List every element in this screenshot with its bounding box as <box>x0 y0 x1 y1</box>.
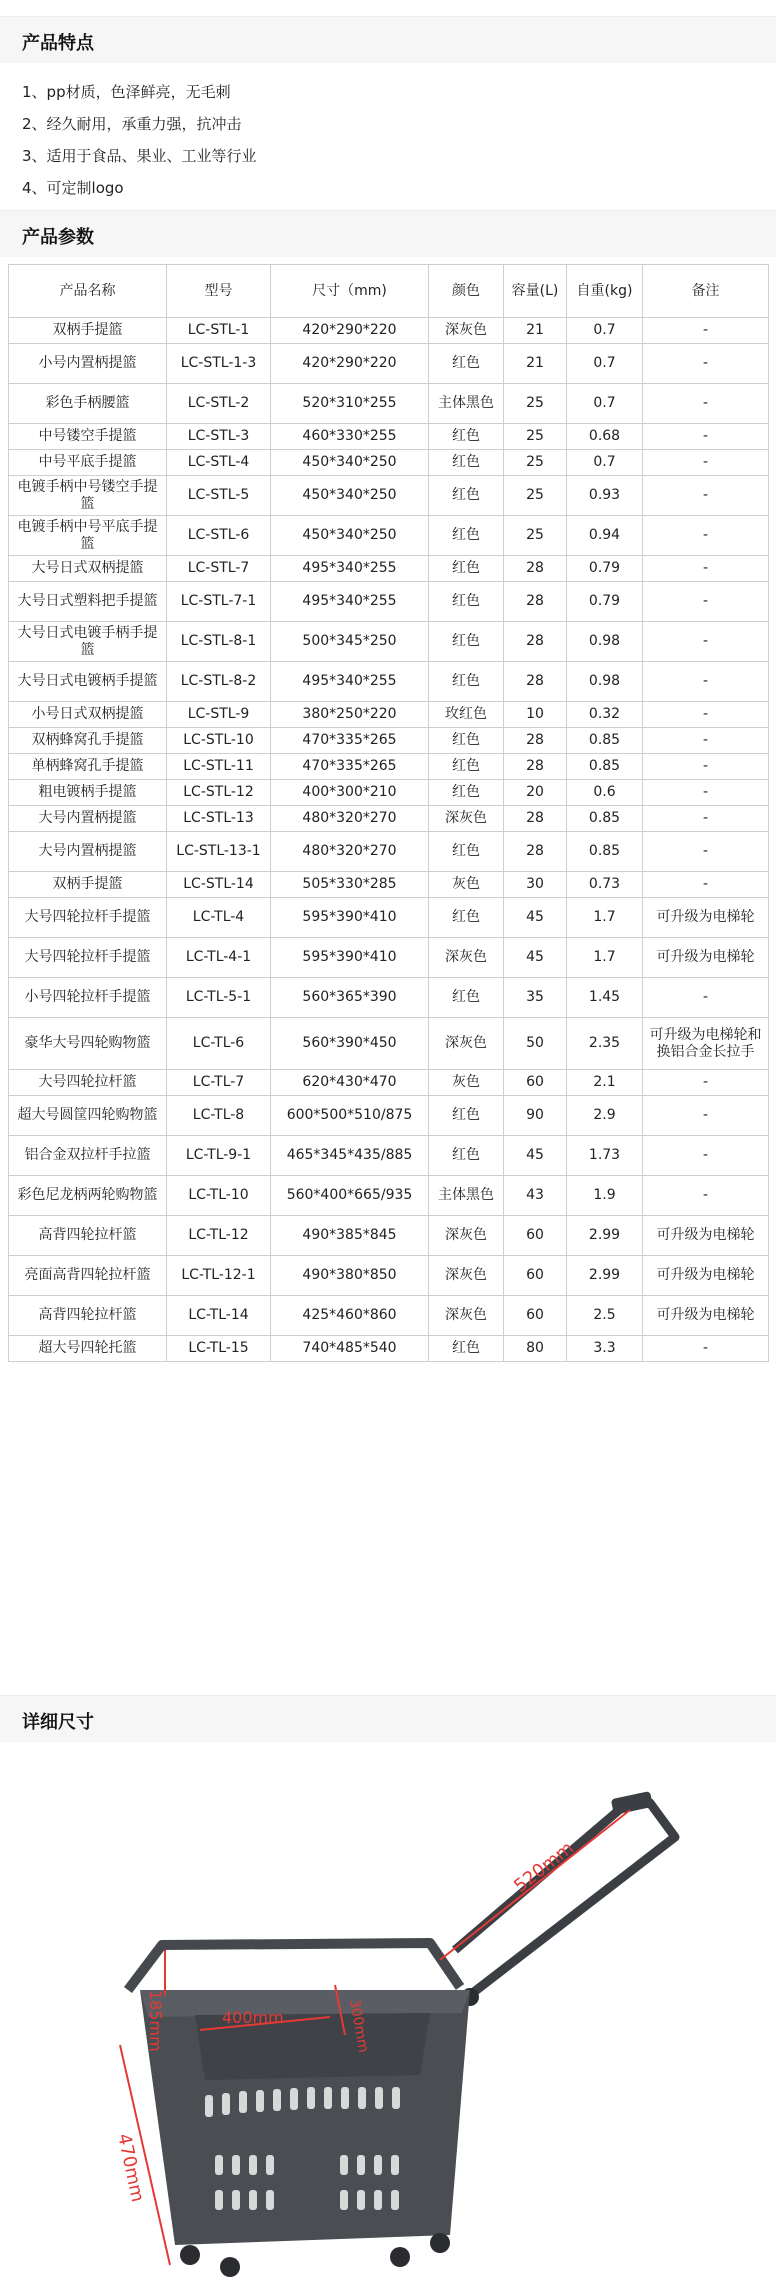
table-row <box>9 1176 769 1216</box>
cell-name: 大号日式塑料把手提篮 <box>9 582 167 622</box>
table-row <box>9 1256 769 1296</box>
cell-size: 495*340*255 <box>271 662 429 702</box>
cell-size: 490*385*845 <box>271 1216 429 1256</box>
dimension-label-total-height: 470mm <box>113 2131 149 2204</box>
header-capacity: 容量(L) <box>504 265 567 318</box>
cell-note: - <box>643 384 769 424</box>
cell-color: 红色 <box>429 582 504 622</box>
cell-capacity: 60 <box>504 1216 567 1256</box>
cell-weight: 2.9 <box>567 1096 643 1136</box>
cell-weight: 0.7 <box>567 318 643 344</box>
cell-weight: 2.99 <box>567 1216 643 1256</box>
cell-size: 480*320*270 <box>271 806 429 832</box>
header-model: 型号 <box>167 265 271 318</box>
cell-weight: 0.68 <box>567 424 643 450</box>
cell-weight: 0.79 <box>567 582 643 622</box>
cell-size: 450*340*250 <box>271 516 429 556</box>
section-title: 详细尺寸 <box>22 1712 94 1733</box>
cell-size: 560*390*450 <box>271 1018 429 1070</box>
cell-color: 红色 <box>429 832 504 872</box>
cell-capacity: 25 <box>504 424 567 450</box>
cell-model: LC-TL-12-1 <box>167 1256 271 1296</box>
cell-weight: 0.7 <box>567 450 643 476</box>
cell-weight: 1.7 <box>567 898 643 938</box>
cell-name: 双柄蜂窝孔手提篮 <box>9 728 167 754</box>
cell-note: - <box>643 1070 769 1096</box>
cell-color: 红色 <box>429 898 504 938</box>
dimension-label-handle-height: 185mm <box>146 1990 165 2052</box>
cell-model: LC-STL-5 <box>167 476 271 516</box>
cell-name: 小号内置柄提篮 <box>9 344 167 384</box>
cell-capacity: 50 <box>504 1018 567 1070</box>
cell-model: LC-TL-6 <box>167 1018 271 1070</box>
cell-size: 560*365*390 <box>271 978 429 1018</box>
cell-size: 480*320*270 <box>271 832 429 872</box>
cell-size: 595*390*410 <box>271 938 429 978</box>
cell-note: 可升级为电梯轮 <box>643 1256 769 1296</box>
cell-size: 620*430*470 <box>271 1070 429 1096</box>
table-row <box>9 1216 769 1256</box>
cell-weight: 2.35 <box>567 1018 643 1070</box>
cell-name: 亮面高背四轮拉杆篮 <box>9 1256 167 1296</box>
cell-name: 高背四轮拉杆篮 <box>9 1216 167 1256</box>
cell-color: 红色 <box>429 728 504 754</box>
cell-model: LC-STL-6 <box>167 516 271 556</box>
cell-capacity: 21 <box>504 318 567 344</box>
cell-note: - <box>643 662 769 702</box>
cell-name: 大号四轮拉杆篮 <box>9 1070 167 1096</box>
cell-name: 彩色尼龙柄两轮购物篮 <box>9 1176 167 1216</box>
cell-name: 大号日式电镀柄手提篮 <box>9 662 167 702</box>
cell-color: 红色 <box>429 622 504 662</box>
feature-item: 3、适用于食品、果业、工业等行业 <box>22 147 257 165</box>
cell-color: 红色 <box>429 450 504 476</box>
header-size: 尺寸（mm) <box>271 265 429 318</box>
cell-note: - <box>643 728 769 754</box>
cell-model: LC-STL-13 <box>167 806 271 832</box>
cell-weight: 0.85 <box>567 806 643 832</box>
cell-color: 红色 <box>429 1096 504 1136</box>
basket-illustration <box>0 1745 776 2286</box>
features-list <box>22 76 257 204</box>
cell-note: - <box>643 344 769 384</box>
table-row <box>9 872 769 898</box>
cell-note: - <box>643 872 769 898</box>
cell-note: - <box>643 318 769 344</box>
cell-note: 可升级为电梯轮 <box>643 1216 769 1256</box>
pull-handle <box>455 1791 675 2006</box>
table-row <box>9 754 769 780</box>
cell-weight: 0.85 <box>567 754 643 780</box>
cell-weight: 2.99 <box>567 1256 643 1296</box>
cell-capacity: 28 <box>504 662 567 702</box>
cell-name: 豪华大号四轮购物篮 <box>9 1018 167 1070</box>
cell-note: 可升级为电梯轮 <box>643 938 769 978</box>
cell-model: LC-STL-3 <box>167 424 271 450</box>
cell-note: - <box>643 702 769 728</box>
cell-weight: 2.1 <box>567 1070 643 1096</box>
cell-name: 小号日式双柄提篮 <box>9 702 167 728</box>
cell-name: 大号四轮拉杆手提篮 <box>9 898 167 938</box>
cell-weight: 0.7 <box>567 344 643 384</box>
cell-note: - <box>643 582 769 622</box>
cell-size: 500*345*250 <box>271 622 429 662</box>
cell-note: - <box>643 832 769 872</box>
cell-weight: 0.85 <box>567 728 643 754</box>
table-header-row <box>9 265 769 318</box>
cell-capacity: 28 <box>504 832 567 872</box>
cell-capacity: 21 <box>504 344 567 384</box>
table-row <box>9 450 769 476</box>
cell-capacity: 80 <box>504 1336 567 1362</box>
table-row <box>9 728 769 754</box>
cell-color: 红色 <box>429 476 504 516</box>
cell-color: 灰色 <box>429 1070 504 1096</box>
cell-color: 深灰色 <box>429 938 504 978</box>
cell-size: 560*400*665/935 <box>271 1176 429 1216</box>
cell-weight: 0.85 <box>567 832 643 872</box>
cell-name: 中号镂空手提篮 <box>9 424 167 450</box>
cell-size: 380*250*220 <box>271 702 429 728</box>
cell-name: 双柄手提篮 <box>9 872 167 898</box>
cell-model: LC-STL-14 <box>167 872 271 898</box>
cell-capacity: 25 <box>504 384 567 424</box>
section-header-detail <box>0 1695 776 1742</box>
cell-weight: 0.93 <box>567 476 643 516</box>
table-row <box>9 1096 769 1136</box>
cell-capacity: 30 <box>504 872 567 898</box>
cell-color: 深灰色 <box>429 1296 504 1336</box>
cell-note: 可升级为电梯轮 <box>643 898 769 938</box>
cell-model: LC-STL-8-1 <box>167 622 271 662</box>
cell-capacity: 45 <box>504 898 567 938</box>
cell-color: 红色 <box>429 978 504 1018</box>
table-row <box>9 978 769 1018</box>
cell-name: 双柄手提篮 <box>9 318 167 344</box>
cell-capacity: 28 <box>504 582 567 622</box>
cell-note: 可升级为电梯轮 <box>643 1296 769 1336</box>
cell-weight: 0.6 <box>567 780 643 806</box>
table-row <box>9 1018 769 1070</box>
cell-size: 450*340*250 <box>271 450 429 476</box>
cell-model: LC-STL-7 <box>167 556 271 582</box>
feature-item: 2、经久耐用，承重力强，抗冲击 <box>22 115 242 133</box>
cell-color: 灰色 <box>429 872 504 898</box>
cell-model: LC-STL-8-2 <box>167 662 271 702</box>
table-row <box>9 476 769 516</box>
cell-color: 红色 <box>429 1336 504 1362</box>
cell-model: LC-STL-4 <box>167 450 271 476</box>
cell-name: 小号四轮拉杆手提篮 <box>9 978 167 1018</box>
cell-model: LC-TL-15 <box>167 1336 271 1362</box>
cell-size: 495*340*255 <box>271 556 429 582</box>
cell-size: 495*340*255 <box>271 582 429 622</box>
table-row <box>9 384 769 424</box>
cell-weight: 1.73 <box>567 1136 643 1176</box>
table-row <box>9 702 769 728</box>
cell-weight: 2.5 <box>567 1296 643 1336</box>
section-header-features <box>0 16 776 63</box>
cell-model: LC-TL-4-1 <box>167 938 271 978</box>
cell-capacity: 60 <box>504 1256 567 1296</box>
cell-name: 粗电镀柄手提篮 <box>9 780 167 806</box>
cell-capacity: 28 <box>504 556 567 582</box>
cell-capacity: 60 <box>504 1070 567 1096</box>
table-row <box>9 662 769 702</box>
cell-weight: 1.7 <box>567 938 643 978</box>
cell-note: - <box>643 780 769 806</box>
cell-model: LC-TL-9-1 <box>167 1136 271 1176</box>
cell-note: - <box>643 1096 769 1136</box>
cell-name: 大号日式电镀手柄手提篮 <box>9 622 167 662</box>
cell-weight: 0.32 <box>567 702 643 728</box>
cell-color: 深灰色 <box>429 806 504 832</box>
cell-name: 超大号四轮托篮 <box>9 1336 167 1362</box>
cell-weight: 0.98 <box>567 662 643 702</box>
cell-color: 深灰色 <box>429 318 504 344</box>
cell-model: LC-STL-9 <box>167 702 271 728</box>
cell-note: 可升级为电梯轮和换铝合金长拉手 <box>643 1018 769 1070</box>
basket-body <box>140 1990 470 2245</box>
product-photo <box>0 1745 776 2286</box>
cell-size: 600*500*510/875 <box>271 1096 429 1136</box>
cell-capacity: 60 <box>504 1296 567 1336</box>
cell-capacity: 35 <box>504 978 567 1018</box>
cell-color: 玫红色 <box>429 702 504 728</box>
cell-capacity: 20 <box>504 780 567 806</box>
cell-model: LC-STL-7-1 <box>167 582 271 622</box>
table-row <box>9 780 769 806</box>
section-header-params <box>0 210 776 257</box>
cell-note: - <box>643 424 769 450</box>
cell-weight: 0.94 <box>567 516 643 556</box>
cell-weight: 0.73 <box>567 872 643 898</box>
cell-model: LC-STL-2 <box>167 384 271 424</box>
cell-capacity: 25 <box>504 516 567 556</box>
cell-color: 红色 <box>429 344 504 384</box>
cell-capacity: 28 <box>504 728 567 754</box>
cell-capacity: 28 <box>504 754 567 780</box>
cell-name: 铝合金双拉杆手拉篮 <box>9 1136 167 1176</box>
cell-note: - <box>643 978 769 1018</box>
cell-color: 深灰色 <box>429 1256 504 1296</box>
cell-model: LC-STL-12 <box>167 780 271 806</box>
feature-item: 1、pp材质，色泽鲜亮，无毛刺 <box>22 83 231 101</box>
cell-capacity: 90 <box>504 1096 567 1136</box>
cell-model: LC-TL-12 <box>167 1216 271 1256</box>
table-row <box>9 622 769 662</box>
section-title: 产品特点 <box>22 33 94 54</box>
cell-model: LC-TL-4 <box>167 898 271 938</box>
cell-note: - <box>643 476 769 516</box>
cell-model: LC-TL-5-1 <box>167 978 271 1018</box>
table-row <box>9 516 769 556</box>
cell-color: 主体黑色 <box>429 1176 504 1216</box>
cell-note: - <box>643 1136 769 1176</box>
cell-note: - <box>643 1336 769 1362</box>
table-row <box>9 1136 769 1176</box>
header-weight: 自重(kg) <box>567 265 643 318</box>
cell-color: 红色 <box>429 516 504 556</box>
cell-model: LC-TL-8 <box>167 1096 271 1136</box>
cell-name: 高背四轮拉杆篮 <box>9 1296 167 1336</box>
cell-name: 彩色手柄腰篮 <box>9 384 167 424</box>
table-row <box>9 898 769 938</box>
cell-note: - <box>643 516 769 556</box>
cell-weight: 1.9 <box>567 1176 643 1216</box>
cell-size: 740*485*540 <box>271 1336 429 1362</box>
cell-capacity: 43 <box>504 1176 567 1216</box>
dimension-label-width: 400mm <box>222 2008 284 2027</box>
cell-weight: 0.79 <box>567 556 643 582</box>
cell-color: 红色 <box>429 780 504 806</box>
table-row <box>9 318 769 344</box>
header-color: 颜色 <box>429 265 504 318</box>
cell-size: 520*310*255 <box>271 384 429 424</box>
cell-color: 红色 <box>429 556 504 582</box>
cell-color: 主体黑色 <box>429 384 504 424</box>
cell-size: 460*330*255 <box>271 424 429 450</box>
table-row <box>9 424 769 450</box>
cell-name: 单柄蜂窝孔手提篮 <box>9 754 167 780</box>
cell-color: 红色 <box>429 1136 504 1176</box>
cell-weight: 3.3 <box>567 1336 643 1362</box>
cell-name: 中号平底手提篮 <box>9 450 167 476</box>
dimension-label-length: 520mm <box>510 1837 578 1897</box>
cell-note: - <box>643 450 769 476</box>
table-row <box>9 938 769 978</box>
cell-model: LC-TL-7 <box>167 1070 271 1096</box>
cell-name: 电镀手柄中号镂空手提篮 <box>9 476 167 516</box>
cell-size: 420*290*220 <box>271 318 429 344</box>
cell-capacity: 25 <box>504 450 567 476</box>
cell-size: 425*460*860 <box>271 1296 429 1336</box>
header-note: 备注 <box>643 265 769 318</box>
cell-capacity: 45 <box>504 1136 567 1176</box>
cell-model: LC-STL-11 <box>167 754 271 780</box>
cell-size: 400*300*210 <box>271 780 429 806</box>
header-name: 产品名称 <box>9 265 167 318</box>
cell-color: 深灰色 <box>429 1018 504 1070</box>
feature-item: 4、可定制logo <box>22 179 124 197</box>
cell-weight: 0.7 <box>567 384 643 424</box>
cell-model: LC-STL-1 <box>167 318 271 344</box>
table-row <box>9 1296 769 1336</box>
table-row <box>9 806 769 832</box>
cell-size: 595*390*410 <box>271 898 429 938</box>
cell-capacity: 45 <box>504 938 567 978</box>
cell-capacity: 10 <box>504 702 567 728</box>
cell-capacity: 25 <box>504 476 567 516</box>
cell-model: LC-STL-1-3 <box>167 344 271 384</box>
table-row <box>9 1336 769 1362</box>
top-handle <box>128 1943 460 1990</box>
cell-capacity: 28 <box>504 806 567 832</box>
cell-weight: 0.98 <box>567 622 643 662</box>
cell-size: 450*340*250 <box>271 476 429 516</box>
cell-note: - <box>643 556 769 582</box>
table-row <box>9 832 769 872</box>
cell-name: 大号内置柄提篮 <box>9 832 167 872</box>
cell-size: 420*290*220 <box>271 344 429 384</box>
table-row <box>9 344 769 384</box>
cell-size: 470*335*265 <box>271 754 429 780</box>
cell-size: 490*380*850 <box>271 1256 429 1296</box>
cell-note: - <box>643 754 769 780</box>
cell-name: 大号四轮拉杆手提篮 <box>9 938 167 978</box>
cell-size: 470*335*265 <box>271 728 429 754</box>
dimension-label-depth: 300mm <box>346 1997 372 2054</box>
cell-capacity: 28 <box>504 622 567 662</box>
cell-note: - <box>643 806 769 832</box>
cell-name: 电镀手柄中号平底手提篮 <box>9 516 167 556</box>
cell-model: LC-TL-14 <box>167 1296 271 1336</box>
table-row <box>9 556 769 582</box>
cell-model: LC-TL-10 <box>167 1176 271 1216</box>
cell-name: 大号日式双柄提篮 <box>9 556 167 582</box>
params-table <box>8 264 769 1362</box>
section-title: 产品参数 <box>22 227 94 248</box>
cell-model: LC-STL-13-1 <box>167 832 271 872</box>
cell-name: 超大号圆筐四轮购物篮 <box>9 1096 167 1136</box>
cell-color: 红色 <box>429 662 504 702</box>
cell-size: 465*345*435/885 <box>271 1136 429 1176</box>
table-row <box>9 582 769 622</box>
cell-color: 红色 <box>429 754 504 780</box>
cell-model: LC-STL-10 <box>167 728 271 754</box>
cell-color: 深灰色 <box>429 1216 504 1256</box>
cell-size: 505*330*285 <box>271 872 429 898</box>
cell-weight: 1.45 <box>567 978 643 1018</box>
cell-name: 大号内置柄提篮 <box>9 806 167 832</box>
table-row <box>9 1070 769 1096</box>
cell-note: - <box>643 622 769 662</box>
table-body <box>9 318 769 1362</box>
cell-color: 红色 <box>429 424 504 450</box>
cell-note: - <box>643 1176 769 1216</box>
